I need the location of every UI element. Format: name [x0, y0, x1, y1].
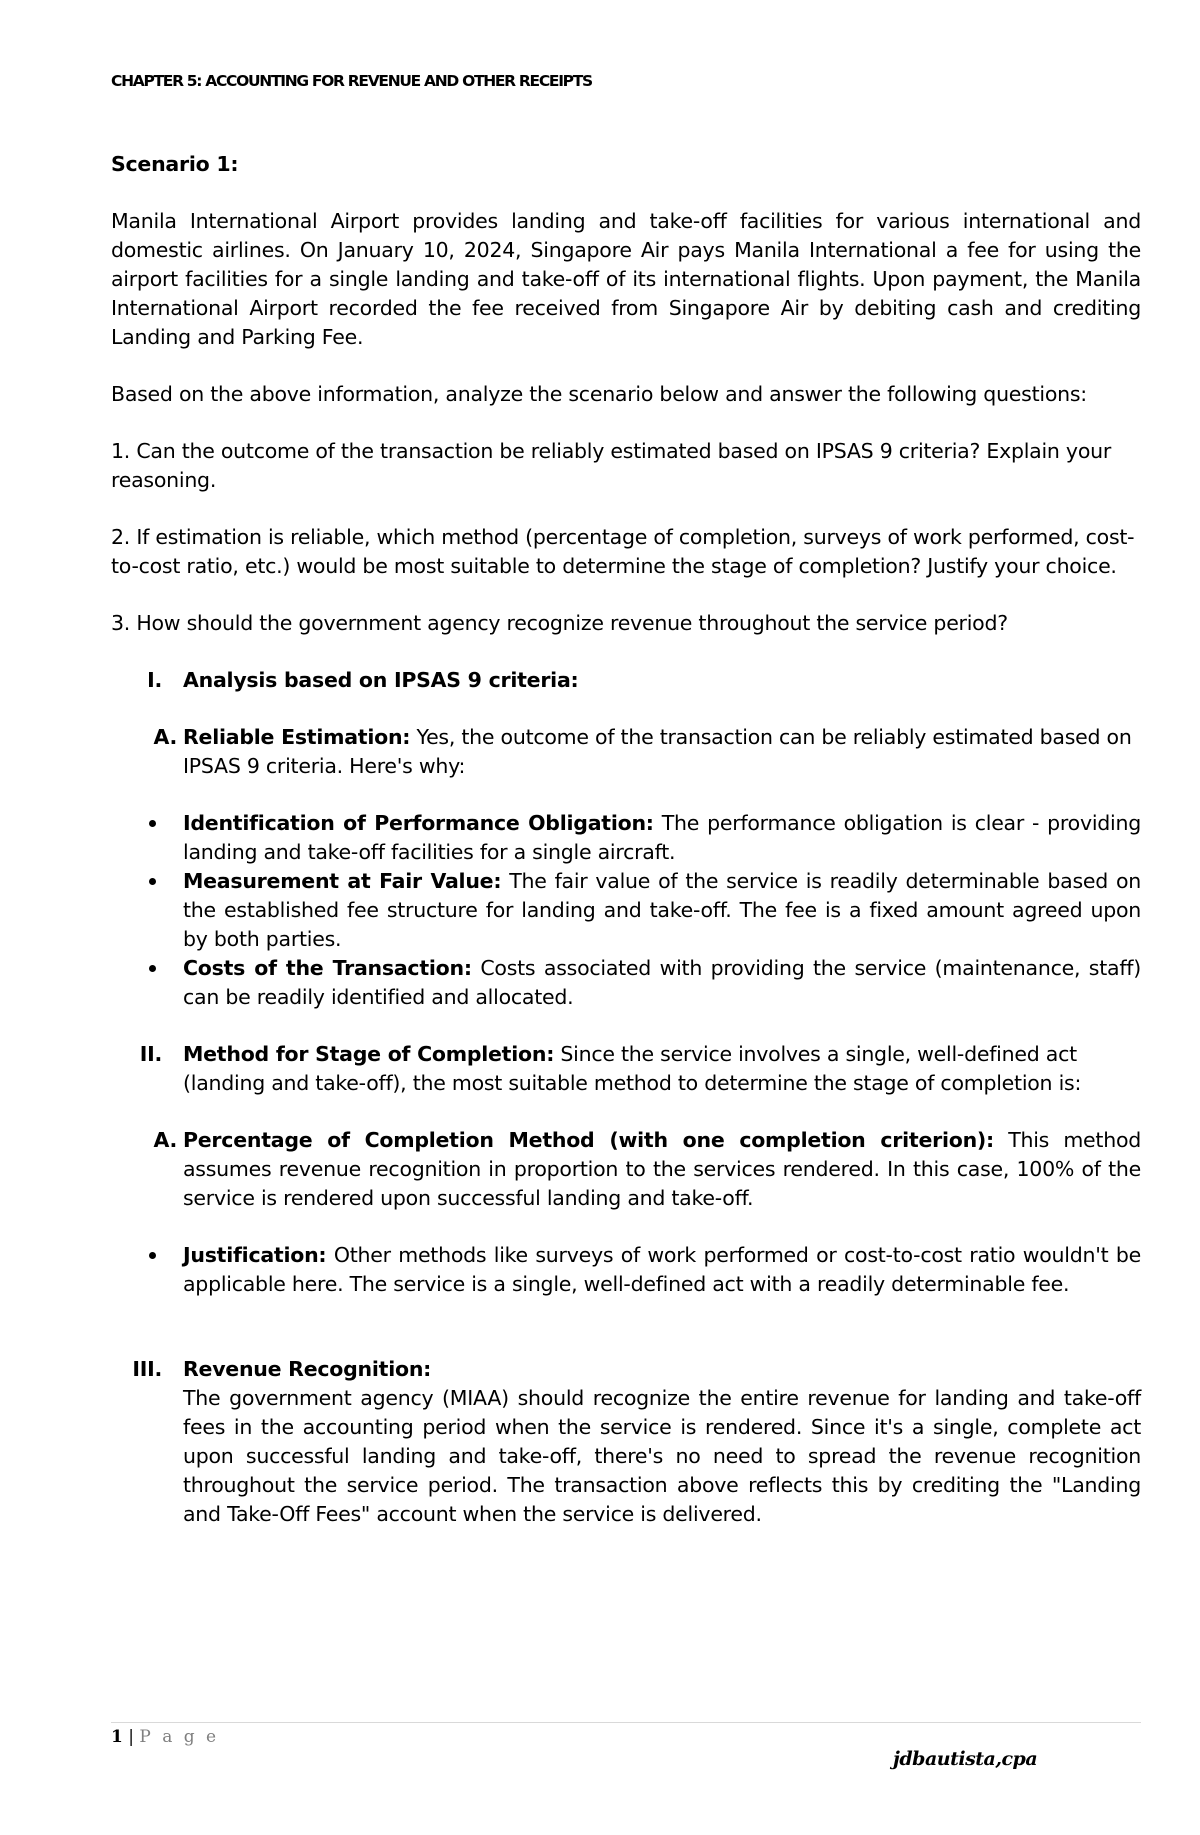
- section-2-number: II.: [139, 1042, 162, 1066]
- scenario-title: Scenario 1:: [111, 152, 239, 176]
- page-number-separator: |: [122, 1727, 140, 1747]
- page-label: P a g e: [139, 1727, 220, 1747]
- bullet-text: Costs associated with providing the service (maintenance, staff) can be readily identified and allocated.: [183, 956, 1141, 1009]
- section-2-bullet-list: [111, 1241, 1141, 1299]
- section-3-number: III.: [132, 1357, 162, 1381]
- section-3-title: Revenue Recognition:: [183, 1357, 432, 1381]
- instruction-text: Based on the above information, analyze the scenario below and answer the following questions:: [111, 382, 1087, 406]
- section-2-subsection-a: [111, 1126, 1141, 1213]
- bullet-label: Identification of Performance Obligation:: [183, 811, 654, 835]
- scenario-description: Manila International Airport provides landing and take-off facilities for various international and domestic airlines. On January 10, 2024, Singapore Air pays Manila International a fee for using the airport facilities for a single landing and take-off of its international flights. Upon payment, the Manila International Airport recorded the fee received from Singapore Air by debiting cash and crediting Landing and Parking Fee.: [111, 209, 1141, 349]
- bullet-text: Other methods like surveys of work performed or cost-to-cost ratio wouldn't be applicable here. The service is a single, well-defined act with a readily determinable fee.: [183, 1243, 1141, 1296]
- list-item: [183, 809, 1141, 867]
- bullet-label: Measurement at Fair Value:: [183, 869, 502, 893]
- bullet-text: The performance obligation is clear - providing landing and take-off facilities for a single aircraft.: [183, 811, 1141, 864]
- list-item: [183, 1241, 1141, 1299]
- page-number: [111, 1727, 219, 1747]
- section-1-sub-label: Reliable Estimation:: [183, 725, 411, 749]
- section-1: [111, 666, 1141, 695]
- section-1-subsection-a: [111, 723, 1141, 781]
- section-1-bullet-list: [111, 809, 1141, 1012]
- question-3: 3. How should the government agency recognize revenue throughout the service period?: [111, 611, 1008, 635]
- section-1-sub-number: A.: [153, 725, 177, 749]
- section-2-text: Since the service involves a single, well-defined act (landing and take-off), the most suitable method to determine the stage of completion is:: [183, 1042, 1082, 1095]
- section-1-sub-text: Yes, the outcome of the transaction can be reliably estimated based on IPSAS 9 criteria. Here's why:: [183, 725, 1132, 778]
- section-2-sub-number: A.: [153, 1128, 177, 1152]
- bullet-icon: [149, 965, 156, 972]
- footer-divider: [111, 1722, 1141, 1723]
- section-3: [111, 1355, 1141, 1529]
- page-number-value: 1: [111, 1727, 123, 1747]
- list-item: [183, 954, 1141, 1012]
- bullet-label: Justification:: [183, 1243, 327, 1267]
- question-1: 1. Can the outcome of the transaction be reliably estimated based on IPSAS 9 criteria? Explain your reasoning.: [111, 439, 1112, 492]
- bullet-icon: [149, 1252, 156, 1259]
- bullet-text: The fair value of the service is readily determinable based on the established fee structure for landing and take-off. The fee is a fixed amount agreed upon by both parties.: [183, 869, 1141, 951]
- author-signature: jdbautista,cpa: [893, 1748, 1038, 1770]
- section-2-label: Method for Stage of Completion:: [183, 1042, 555, 1066]
- bullet-icon: [149, 820, 156, 827]
- section-2-sub-label: Percentage of Completion Method (with one completion criterion):: [183, 1128, 994, 1152]
- page-content: [111, 150, 1141, 1557]
- bullet-icon: [149, 878, 156, 885]
- bullet-label: Costs of the Transaction:: [183, 956, 472, 980]
- chapter-header: CHAPTER 5: ACCOUNTING FOR REVENUE AND OTHER RECEIPTS: [111, 72, 592, 90]
- section-3-text: The government agency (MIAA) should recognize the entire revenue for landing and take-off fees in the accounting period when the service is rendered. Since it's a single, complete act upon successful landing and take-off, there's no need to spread the revenue recognition throughout the service period. The transaction above reflects this by crediting the "Landing and Take-Off Fees" account when the service is delivered.: [183, 1386, 1141, 1526]
- section-2-sub-text: This method assumes revenue recognition in proportion to the services rendered. In this case, 100% of the service is rendered upon successful landing and take-off.: [183, 1128, 1142, 1210]
- question-2: 2. If estimation is reliable, which method (percentage of completion, surveys of work performed, cost-to-cost ratio, etc.) would be most suitable to determine the stage of completion? Justify your choice.: [111, 525, 1135, 578]
- section-1-number: I.: [147, 668, 162, 692]
- list-item: [183, 867, 1141, 954]
- section-2: [111, 1040, 1141, 1098]
- section-1-title: Analysis based on IPSAS 9 criteria:: [183, 668, 579, 692]
